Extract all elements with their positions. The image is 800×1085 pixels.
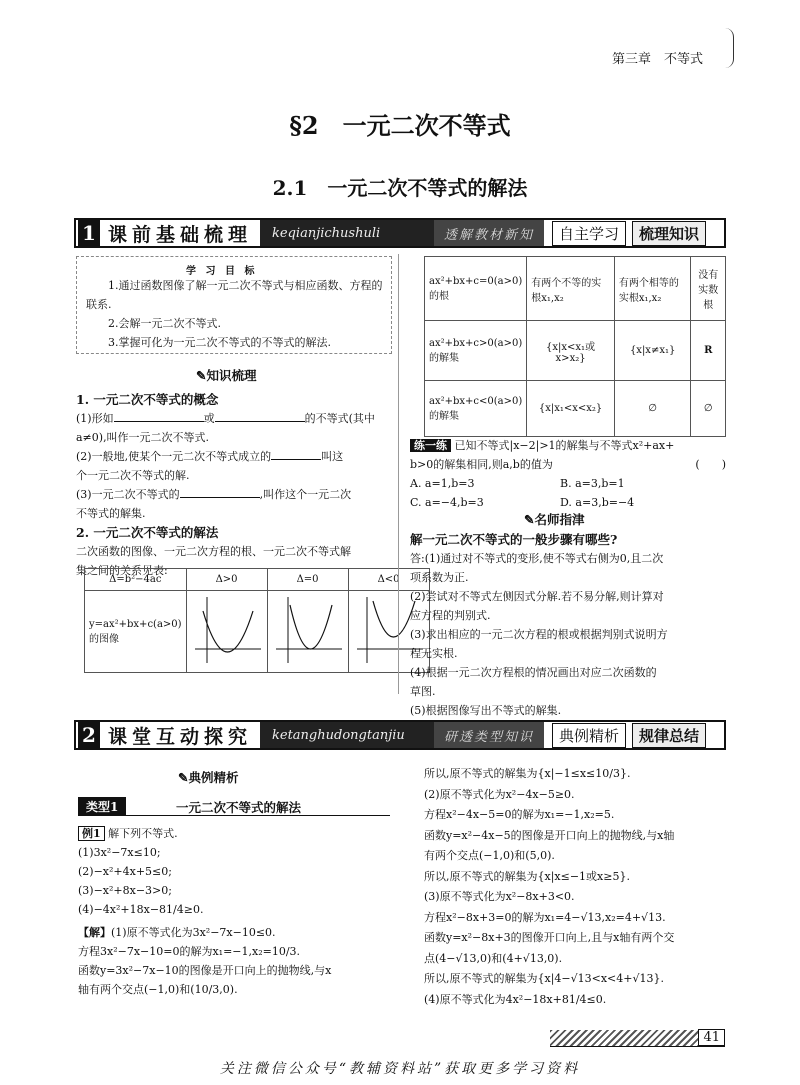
solution-line: (2)原不等式化为x²−4x−5≥0. — [424, 787, 575, 801]
banner-preclass — [74, 218, 726, 248]
knowledge-s1-line: (1)形如 或 的不等式(其中 — [76, 412, 375, 425]
goal-item: 1.通过函数图像了解一元二次不等式与相应函数、方程的联系. — [86, 279, 383, 311]
solution-line: 有两个交点(−1,0)和(5,0). — [424, 849, 555, 862]
subsection-title: 2.1 一元二次不等式的解法 — [272, 176, 528, 200]
example-tag: 例1 — [78, 826, 105, 841]
example-item: (1)3x²−7x≤10; — [78, 846, 161, 859]
example-question: 例1 解下列不等式. — [78, 824, 394, 843]
footer-note: 关注微信公众号“教辅资料站”获取更多学习资料 — [219, 1061, 581, 1077]
teacher-line: (4)根据一元二次方程根的情况画出对应二次函数的 — [410, 666, 657, 679]
banner-number: 1 — [78, 220, 100, 246]
solution-table-cell: {x|x≠x₁} — [614, 321, 691, 381]
solution-line: (3)原不等式化为x²−8x+3<0. — [424, 890, 575, 903]
solution-table-cell: 有两个不等的实根x₁,x₂ — [527, 257, 615, 321]
practice-tag: 练一练 — [410, 439, 451, 452]
solution-line: 函数y=x²−4x−5的图像是开口向上的抛物线,与x轴 — [424, 828, 675, 842]
knowledge-s1-line: 不等式的解集. — [76, 507, 146, 520]
teacher-line: 应方程的判别式. — [410, 609, 491, 622]
teacher-line: (2)尝试对不等式左侧因式分解.若不易分解,则计算对 — [410, 590, 664, 603]
graph-table-head: Δ>0 — [186, 569, 267, 591]
examples-title: ✎典例精析 — [178, 770, 239, 785]
parabola-one-root — [267, 591, 348, 673]
knowledge-s1-line: 个一元二次不等式的解. — [76, 469, 190, 482]
example-item: (4)−4x²+18x−81/4≥0. — [78, 903, 204, 916]
example-body — [78, 824, 394, 999]
parabola-two-roots — [186, 591, 267, 673]
solution-table-cell: {x|x₁<x<x₂} — [527, 381, 615, 437]
goal-item: 2.会解一元二次不等式. — [108, 317, 221, 330]
knowledge-s1-line: (2)一般地,使某个一元二次不等式成立的 叫这 — [76, 450, 344, 463]
banner-tag-summary: 规律总结 — [632, 723, 706, 748]
knowledge-s2-line: 二次函数的图像、一元二次方程的根、一元二次不等式解 — [76, 545, 351, 558]
banner-number: 2 — [78, 722, 100, 748]
section-title: §2 一元二次不等式 — [289, 111, 511, 140]
goal-item: 3.掌握可化为一元二次不等式的不等式的解法. — [108, 336, 331, 349]
graph-table-head: Δ=0 — [267, 569, 348, 591]
teacher-body — [410, 530, 726, 720]
option-b: B. a=3,b=1 — [560, 477, 625, 490]
type-tag: 类型1 — [78, 797, 126, 816]
graph-table — [84, 568, 430, 673]
solution-line: 点(4−√13,0)和(4+√13,0). — [424, 951, 563, 965]
solution-table-cell: ax²+bx+c=0(a>0)的根 — [425, 257, 527, 321]
banner-name: 课堂互动探究 — [108, 725, 253, 748]
goals-title: 学 习 目 标 — [186, 266, 258, 277]
teacher-title: ✎名师指津 — [524, 512, 585, 527]
teacher-line: 项系数为正. — [410, 571, 469, 584]
teacher-line: 程无实根. — [410, 647, 458, 660]
goals-list — [86, 276, 386, 352]
graph-table-head: Δ=b²−4ac — [85, 569, 187, 591]
solution-table — [424, 256, 726, 437]
example-item: (3)−x²+8x−3>0; — [78, 884, 172, 897]
option-a: A. a=1,b=3 — [410, 477, 475, 490]
teacher-line: (5)根据图像写出不等式的解集. — [410, 704, 562, 717]
banner-tag-knowledge: 梳理知识 — [632, 221, 706, 246]
type-title: 一元二次不等式的解法 — [176, 800, 302, 815]
knowledge-s1-title: 1. 一元二次不等式的概念 — [76, 392, 219, 407]
banner-pinyin: keqianjichushuli — [260, 220, 434, 246]
graph-row-label: y=ax²+bx+c(a>0)的图像 — [85, 591, 187, 673]
option-d: D. a=3,b=−4 — [560, 496, 635, 509]
practice-line: b>0的解集相同,则a,b的值为 ( ) — [410, 458, 726, 471]
solution-line: 所以,原不等式的解集为{x|4−√13<x<4+√13}. — [424, 972, 664, 985]
knowledge-body — [76, 390, 392, 580]
practice-line: 练一练 已知不等式|x−2|>1的解集与不等式x²+ax+ — [410, 436, 726, 455]
teacher-line: (3)求出相应的一元二次方程的根或根据判别式说明方 — [410, 628, 668, 641]
pen-icon: ✎ — [196, 368, 207, 383]
solution-line: 方程x²−4x−5=0的解为x₁=−1,x₂=5. — [424, 808, 615, 821]
banner-pinyin: ketanghudongtanjiu — [260, 722, 434, 748]
solution-line: 所以,原不等式的解集为{x|x≤−1或x≥5}. — [424, 869, 630, 883]
solution-table-cell: ax²+bx+c<0(a>0)的解集 — [425, 381, 527, 437]
solution-table-cell: R — [691, 321, 726, 381]
type-rule — [78, 815, 390, 816]
solution-line: (4)原不等式化为4x²−18x+81/4≤0. — [424, 992, 607, 1006]
chapter-header: 第三章 不等式 — [612, 52, 704, 67]
solution-line: 【解】(1)原不等式化为3x²−7x−10≤0. — [78, 926, 276, 939]
option-c: C. a=−4,b=3 — [410, 496, 484, 509]
banner-name: 课前基础梳理 — [108, 223, 253, 246]
knowledge-s1-line: (3)一元二次不等式的 ,叫作这个一元二次 — [76, 488, 352, 501]
solution-table-cell: {x|x<x₁或x>x₂} — [527, 321, 615, 381]
solution-table-cell: ax²+bx+c>0(a>0)的解集 — [425, 321, 527, 381]
column-divider — [398, 254, 399, 694]
teacher-line: 答:(1)通过对不等式的变形,使不等式右侧为0,且二次 — [410, 552, 664, 565]
pen-icon: ✎ — [524, 512, 535, 527]
solution-line: 所以,原不等式的解集为{x|−1≤x≤10/3}. — [424, 767, 631, 780]
practice-options — [410, 474, 726, 493]
knowledge-s1-line: a≠0),叫作一元二次不等式. — [76, 431, 210, 444]
banner-tag-examples: 典例精析 — [552, 723, 626, 748]
banner-slogan: 研透类型知识 — [434, 722, 544, 748]
solution-line: 轴有两个交点(−1,0)和(10/3,0). — [78, 983, 238, 996]
solution-line: 方程x²−8x+3=0的解为x₁=4−√13,x₂=4+√13. — [424, 910, 666, 924]
solution-table-cell: 没有实数根 — [691, 257, 726, 321]
right-solution — [424, 764, 730, 1010]
solution-table-cell: 有两个相等的实根x₁,x₂ — [614, 257, 691, 321]
pen-icon: ✎ — [178, 770, 189, 785]
example-item: (2)−x²+4x+5≤0; — [78, 865, 172, 878]
banner-inclass — [74, 720, 726, 750]
solution-line: 方程3x²−7x−10=0的解为x₁=−1,x₂=10/3. — [78, 945, 301, 958]
graph-table-head: Δ<0 — [348, 569, 429, 591]
solution-table-cell: ∅ — [614, 381, 691, 437]
solution-table-cell: ∅ — [691, 381, 726, 437]
page-number-bar — [550, 1030, 725, 1047]
knowledge-title: ✎知识梳理 — [196, 368, 257, 383]
solution-line: 函数y=3x²−7x−10的图像是开口向上的抛物线,与x — [78, 964, 332, 977]
practice-block — [410, 436, 726, 512]
teacher-line: 草图. — [410, 685, 436, 698]
knowledge-s2-line: 集之间的关系见表: — [76, 564, 168, 577]
knowledge-s2-title: 2. 一元二次不等式的解法 — [76, 525, 219, 540]
solution-line: 函数y=x²−8x+3的图像开口向上,且与x轴有两个交 — [424, 931, 675, 944]
banner-slogan: 透解教材新知 — [434, 220, 544, 246]
banner-tag-self-study: 自主学习 — [552, 221, 626, 246]
page-number: 41 — [698, 1029, 725, 1046]
solution-tag: 【解】 — [78, 926, 111, 939]
chapter-bracket — [725, 28, 734, 68]
teacher-question: 解一元二次不等式的一般步骤有哪些? — [410, 532, 618, 547]
